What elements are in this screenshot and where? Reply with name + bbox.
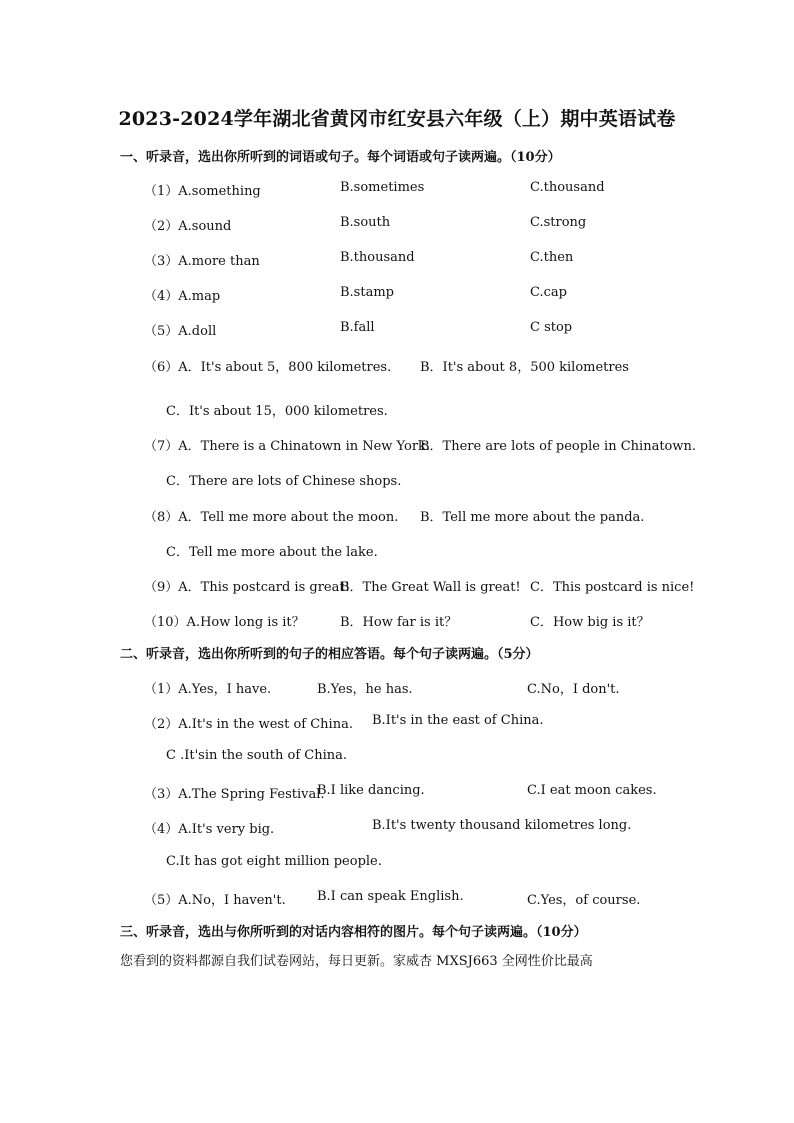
s1-q3-option-a: （3）A.more than — [144, 254, 260, 269]
s2-q5-option-a: （5）A.No，I haven't. — [144, 893, 286, 908]
s2-q3-option-a: （3）A.The Spring Festival. — [144, 787, 325, 802]
s1-q5-option-a: （5）A.doll — [144, 324, 217, 339]
exam-title: 2023-2024学年湖北省黄冈市红安县六年级（上）期中英语试卷 — [118, 108, 676, 130]
s2-q3-option-c: C.I eat moon cakes. — [527, 783, 657, 798]
s1-q4-option-c: C.cap — [530, 285, 567, 300]
s2-q3-option-b: B.I like dancing. — [317, 783, 425, 798]
s1-q6-option-c: C．It's about 15，000 kilometres. — [166, 404, 388, 419]
s2-q5-option-c: C.Yes，of course. — [527, 893, 641, 908]
s1-q9-option-a: （9）A．This postcard is great! — [144, 580, 350, 595]
s1-q7-option-b: B．There are lots of people in Chinatown. — [420, 439, 696, 454]
footer-note: 您看到的资料都源自我们试卷网站，每日更新。家威杏 MXSJ663 全网性价比最高 — [120, 954, 593, 969]
s1-q3-option-c: C.then — [530, 250, 574, 265]
s1-q1-option-a: （1）A.something — [144, 184, 261, 199]
s1-q10-option-c: C．How big is it？ — [530, 615, 650, 630]
s2-q2-option-c: C .It'sin the south of China. — [166, 748, 348, 763]
s2-q5-option-b: B.I can speak English. — [317, 889, 464, 904]
s1-q6-option-b: B．It's about 8，500 kilometres — [420, 360, 629, 375]
section-1-heading: 一、听录音，选出你所听到的词语或句子。每个词语或句子读两遍。（10分） — [120, 150, 561, 165]
s1-q4-option-b: B.stamp — [340, 285, 394, 300]
s1-q5-option-c: C stop — [530, 320, 573, 335]
s1-q2-option-a: （2）A.sound — [144, 219, 232, 234]
s1-q9-option-c: C．This postcard is nice! — [530, 580, 695, 595]
s1-q7-option-c: C．There are lots of Chinese shops. — [166, 474, 402, 489]
s1-q10-option-b: B．How far is it？ — [340, 615, 458, 630]
s1-q8-option-b: B．Tell me more about the panda. — [420, 510, 645, 525]
s1-q8-option-a: （8）A．Tell me more about the moon. — [144, 510, 399, 525]
s1-q8-option-c: C．Tell me more about the lake. — [166, 545, 378, 560]
s1-q9-option-b: B．The Great Wall is great! — [340, 580, 521, 595]
s1-q3-option-b: B.thousand — [340, 250, 415, 265]
s1-q1-option-c: C.thousand — [530, 180, 605, 195]
s1-q2-option-b: B.south — [340, 215, 391, 230]
s1-q2-option-c: C.strong — [530, 215, 587, 230]
s1-q4-option-a: （4）A.map — [144, 289, 221, 304]
s1-q10-option-a: （10）A.How long is it？ — [144, 615, 305, 630]
s2-q2-option-b: B.It's in the east of China. — [372, 713, 544, 728]
s2-q1-option-c: C.No，I don't. — [527, 682, 620, 697]
s1-q7-option-a: （7）A．There is a Chinatown in New York. — [144, 439, 431, 454]
s2-q4-option-c: C.It has got eight million people. — [166, 854, 382, 869]
s1-q1-option-b: B.sometimes — [340, 180, 425, 195]
s1-q5-option-b: B.fall — [340, 320, 375, 335]
s1-q6-option-a: （6）A．It's about 5，800 kilometres. — [144, 360, 392, 375]
s2-q1-option-b: B.Yes，he has. — [317, 682, 413, 697]
section-3-heading: 三、听录音，选出与你所听到的对话内容相符的图片。每个句子读两遍。（10分） — [120, 925, 587, 940]
s2-q2-option-a: （2）A.It's in the west of China. — [144, 717, 353, 732]
section-2-heading: 二、听录音，选出你所听到的句子的相应答语。每个句子读两遍。（5分） — [120, 647, 539, 662]
s2-q4-option-b: B.It's twenty thousand kilometres long. — [372, 818, 632, 833]
s2-q1-option-a: （1）A.Yes，I have. — [144, 682, 272, 697]
s2-q4-option-a: （4）A.It's very big. — [144, 822, 275, 837]
